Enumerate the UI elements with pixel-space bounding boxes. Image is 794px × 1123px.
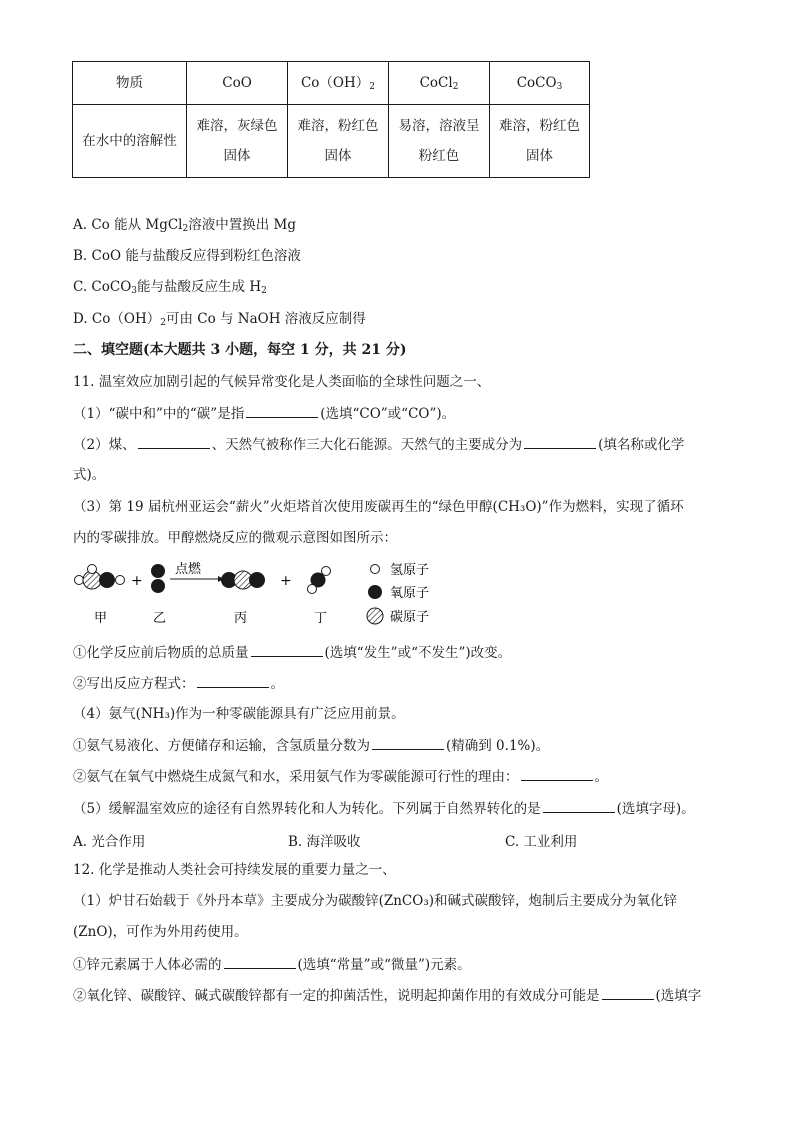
molecule-yi bbox=[151, 564, 165, 593]
q12-part1-line1: （1）炉甘石始载于《外丹本草》主要成分为碳酸锌(ZnCO₃)和碱式碳酸锌，炮制后主要成分为氧化锌 bbox=[73, 893, 678, 909]
table-row bbox=[73, 105, 590, 178]
molecule-ding bbox=[308, 567, 331, 594]
answer-blank[interactable] bbox=[372, 736, 444, 750]
answer-blank[interactable] bbox=[138, 435, 210, 449]
molecule-jia bbox=[75, 565, 125, 590]
plus-sign: + bbox=[131, 573, 143, 589]
answer-blank[interactable] bbox=[246, 404, 318, 418]
q11-part2: （2）煤、 、天然气被称作三大化石能源。天然气的主要成分为 (填名称或化学 bbox=[73, 437, 685, 453]
choice-c[interactable]: C. 工业利用 bbox=[505, 834, 578, 850]
label-bing: 丙 bbox=[234, 611, 248, 626]
option-d[interactable]: D. $Co(OH)_2$可由 Co 与 NaOH 溶液反应制得 bbox=[73, 311, 366, 328]
table-row-label: 在水中的溶解性 bbox=[73, 105, 187, 178]
q11-part3-line1: （3）第 19 届杭州亚运会“薪火”火炬塔首次使用废碳再生的“绿色甲醇(CH₃O)”作为燃料，实现了循环 bbox=[73, 499, 684, 515]
option-a[interactable]: A. Co 能从 MgCl$_2$溶液中置换出 Mg bbox=[73, 217, 296, 234]
q11-part5: （5）缓解温室效应的途径有自然界转化和人为转化。下列属于自然界转化的是 (选填字母)。 bbox=[73, 801, 695, 817]
table-cell: 难溶，粉红色 固体 bbox=[490, 105, 590, 178]
choice-a[interactable]: A. 光合作用 bbox=[73, 834, 146, 850]
table-header-cell: $Co(OH)_2$ bbox=[288, 62, 389, 105]
q11-sub3: ①氨气易液化、方便储存和运输，含氢质量分数为 (精确到 0.1%)。 bbox=[73, 738, 550, 754]
section-title: 二、填空题(本大题共 3 小题，每空 1 分，共 21 分) bbox=[73, 342, 407, 358]
legend-oxygen: 氧原子 bbox=[390, 586, 430, 601]
legend bbox=[367, 563, 429, 625]
table-cell: 难溶，粉红色 固体 bbox=[288, 105, 389, 178]
q11-part4: （4）氨气(NH₃)作为一种零碳能源具有广泛应用前景。 bbox=[73, 706, 405, 722]
q12-part1-line2: (ZnO)，可作为外用药使用。 bbox=[73, 924, 248, 940]
q12-sub2: ②氧化锌、碳酸锌、碱式碳酸锌都有一定的抑菌活性，说明起抑菌作用的有效成分可能是 (选填字 bbox=[73, 988, 702, 1004]
legend-hydrogen: 氢原子 bbox=[390, 563, 430, 578]
q11-sub1: ①化学反应前后物质的总质量 (选填“发生”或“不发生”)改变。 bbox=[73, 645, 512, 661]
label-jia: 甲 bbox=[94, 611, 108, 626]
table-cell: 难溶，灰绿色 固体 bbox=[187, 105, 288, 178]
q11-part2-cont: 式)。 bbox=[73, 467, 106, 483]
answer-blank[interactable] bbox=[521, 767, 593, 781]
legend-carbon: 碳原子 bbox=[390, 610, 430, 625]
answer-blank[interactable] bbox=[524, 435, 596, 449]
reaction-condition: 点燃 bbox=[175, 562, 202, 577]
plus-sign: + bbox=[280, 573, 292, 589]
table-header-cell: CoO bbox=[187, 62, 288, 105]
reaction-diagram bbox=[68, 560, 468, 630]
q11-part1: （1）“碳中和”中的“碳”是指 (选填“CO”或“CO”)。 bbox=[73, 406, 456, 422]
answer-blank[interactable] bbox=[543, 799, 615, 813]
answer-blank[interactable] bbox=[197, 674, 269, 688]
q12-stem: 12. 化学是推动人类社会可持续发展的重要力量之一、 bbox=[73, 862, 396, 878]
label-yi: 乙 bbox=[153, 611, 167, 626]
table-header-cell: CoCl$_2$ bbox=[389, 62, 490, 105]
option-b[interactable]: B. CoO 能与盐酸反应得到粉红色溶液 bbox=[73, 248, 301, 264]
table-header-cell: CoCO$_3$ bbox=[490, 62, 590, 105]
option-c[interactable]: C. CoCO$_3$能与盐酸反应生成 $H_2$ bbox=[73, 279, 267, 296]
solubility-table bbox=[72, 61, 590, 178]
answer-blank[interactable] bbox=[251, 643, 323, 657]
q11-stem: 11. 温室效应加剧引起的气候异常变化是人类面临的全球性问题之一、 bbox=[73, 374, 491, 390]
answer-blank[interactable] bbox=[602, 986, 654, 1000]
q11-sub4: ②氨气在氧气中燃烧生成氮气和水，采用氨气作为零碳能源可行性的理由： 。 bbox=[73, 769, 608, 785]
molecule-bing bbox=[221, 571, 265, 589]
answer-blank[interactable] bbox=[224, 955, 296, 969]
table-header-row bbox=[73, 62, 590, 105]
q12-sub1: ①锌元素属于人体必需的 (选填“常量”或“微量”)元素。 bbox=[73, 957, 471, 973]
table-header-cell: 物质 bbox=[73, 62, 187, 105]
q11-part3-line2: 内的零碳排放。甲醇燃烧反应的微观示意图如图所示： bbox=[73, 530, 397, 546]
choice-b[interactable]: B. 海洋吸收 bbox=[288, 834, 361, 850]
table-cell: 易溶，溶液呈 粉红色 bbox=[389, 105, 490, 178]
label-ding: 丁 bbox=[314, 611, 328, 626]
q11-sub2: ②写出反应方程式： 。 bbox=[73, 676, 284, 692]
